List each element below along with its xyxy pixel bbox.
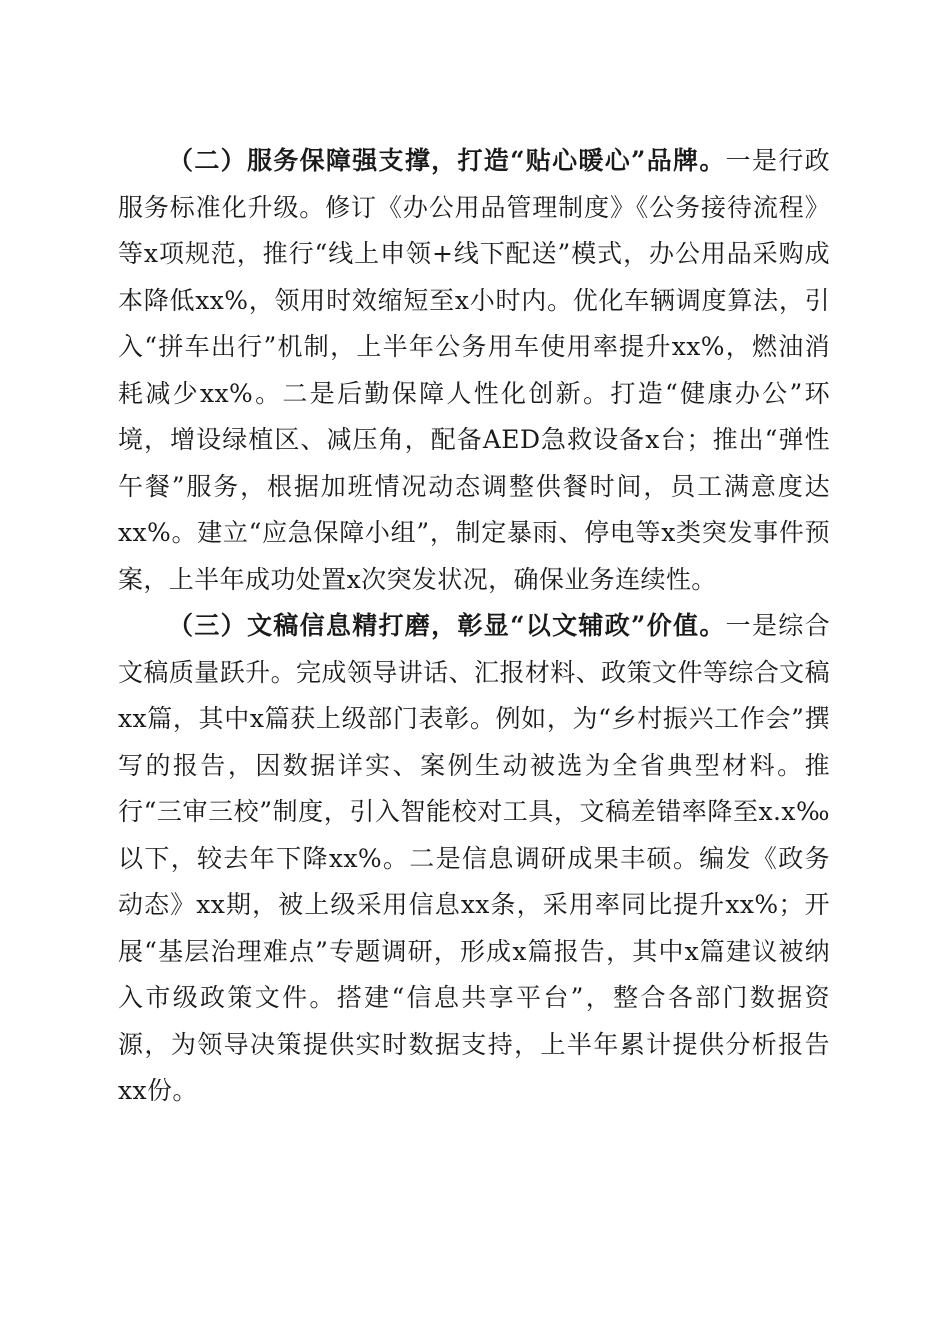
paragraph-heading: （三）文稿信息精打磨，彰显“以文辅政”价值。 bbox=[168, 611, 726, 640]
paragraph-service-support bbox=[118, 138, 830, 603]
paragraph-heading: （二）服务保障强支撑，打造“贴心暖心”品牌。 bbox=[168, 146, 726, 175]
paragraph-text: 一是行政服务标准化升级。修订《办公用品管理制度》《公务接待流程》等x项规范，推行“线上申领+线下配送”模式，办公用品采购成本降低xx%，领用时效缩短至x小时内。优化车辆调度算法，引入“拼车出行”机制，上半年公务用车使用率提升xx%，燃油消耗减少xx%。二是后勤保障人性化创新。打造“健康办公”环境，增设绿植区、减压角，配备AED急救设备x台；推出“弹性午餐”服务，根据加班情况动态调整供餐时间，员工满意度达xx%。建立“应急保障小组”，制定暴雨、停电等x类突发事件预案，上半年成功处置x次突发状况，确保业务连续性。 bbox=[118, 146, 830, 594]
paragraph-text: 一是综合文稿质量跃升。完成领导讲话、汇报材料、政策文件等综合文稿xx篇，其中x篇获上级部门表彰。例如，为“乡村振兴工作会”撰写的报告，因数据详实、案例生动被选为全省典型材料。推行“三审三校”制度，引入智能校对工具，文稿差错率降至x.x‰以下，较去年下降xx%。二是信息调研成果丰硕。编发《政务动态》xx期，被上级采用信息xx条，采用率同比提升xx%；开展“基层治理难点”专题调研，形成x篇报告，其中x篇建议被纳入市级政策文件。搭建“信息共享平台”，整合各部门数据资源，为领导决策提供实时数据支持，上半年累计提供分析报告xx份。 bbox=[118, 611, 830, 1105]
document-body bbox=[118, 138, 830, 1115]
paragraph-document-information bbox=[118, 603, 830, 1115]
